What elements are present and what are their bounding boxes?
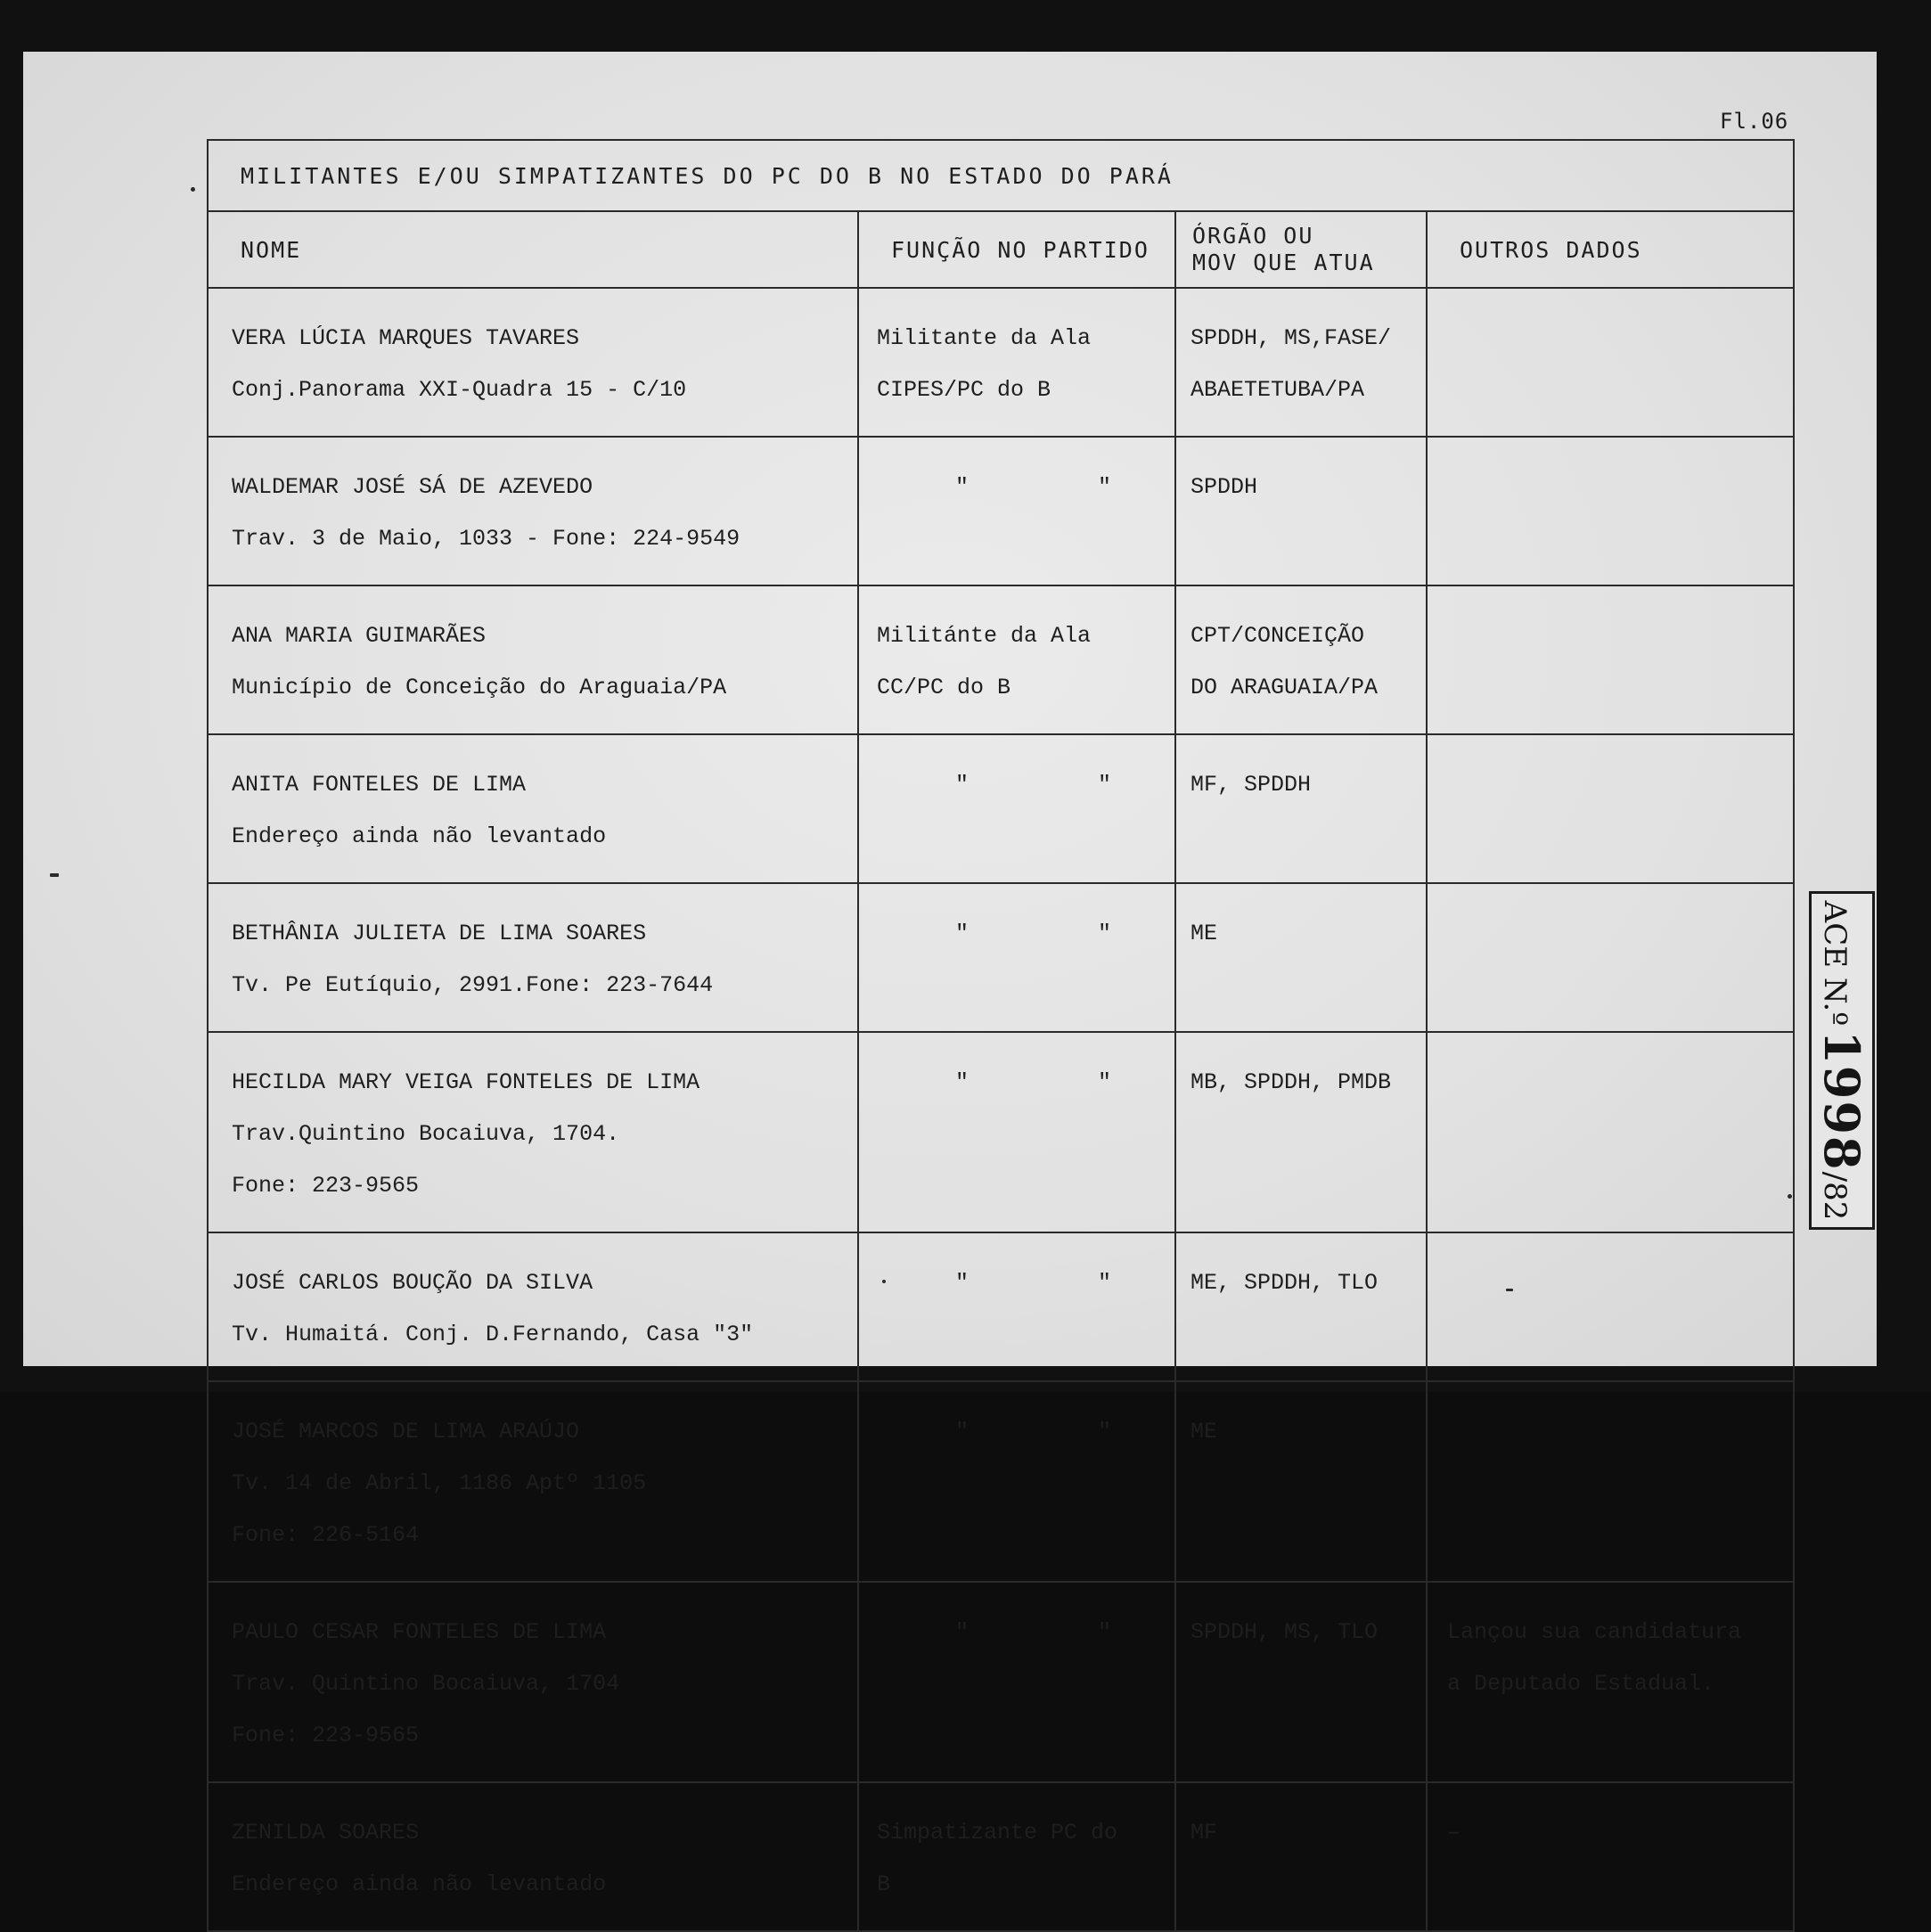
scan-speck bbox=[882, 1280, 886, 1283]
scan-speck bbox=[191, 187, 195, 192]
other-text: – bbox=[1447, 1820, 1461, 1846]
org-cell bbox=[1175, 1782, 1427, 1931]
person-address: Trav.Quintino Bocaiuva, 1704. bbox=[232, 1121, 620, 1147]
org-cell bbox=[1175, 437, 1427, 585]
org-cell bbox=[1175, 288, 1427, 437]
table-row bbox=[208, 1381, 1794, 1582]
function-cell bbox=[858, 585, 1175, 734]
function-text: Simpatizante PC do bbox=[877, 1820, 1118, 1846]
folio-number: Fl.06 bbox=[1720, 109, 1789, 134]
org-cell bbox=[1175, 1032, 1427, 1232]
table-row bbox=[208, 734, 1794, 883]
other-cell bbox=[1427, 1032, 1794, 1232]
other-cell bbox=[1427, 585, 1794, 734]
function-text: CIPES/PC do B bbox=[877, 377, 1051, 403]
person-address: Conj.Panorama XXI-Quadra 15 - C/10 bbox=[232, 377, 687, 403]
ace-number: 1998 bbox=[1813, 1030, 1870, 1172]
header-other: OUTROS DADOS bbox=[1427, 211, 1794, 288]
ditto-mark: " bbox=[1098, 921, 1112, 946]
function-cell bbox=[858, 1381, 1175, 1582]
ace-label: ACE N.º bbox=[1817, 900, 1853, 1027]
org-text: SPDDH, MS, TLO bbox=[1191, 1619, 1379, 1645]
name-cell bbox=[208, 288, 858, 437]
header-org-line1: ÓRGÃO OU bbox=[1192, 223, 1314, 249]
table-row bbox=[208, 883, 1794, 1032]
function-text: Militante da Ala bbox=[877, 325, 1092, 351]
person-address: Endereço ainda não levantado bbox=[232, 1871, 607, 1897]
org-text: ABAETETUBA/PA bbox=[1191, 377, 1365, 403]
org-text: DO ARAGUAIA/PA bbox=[1191, 675, 1379, 700]
function-cell bbox=[858, 883, 1175, 1032]
name-cell bbox=[208, 734, 858, 883]
org-text: ME bbox=[1191, 921, 1218, 946]
person-name: VERA LÚCIA MARQUES TAVARES bbox=[232, 325, 580, 351]
org-text: SPDDH bbox=[1191, 474, 1258, 500]
other-cell bbox=[1427, 734, 1794, 883]
org-cell bbox=[1175, 1232, 1427, 1381]
function-cell bbox=[858, 1582, 1175, 1782]
function-text: Militánte da Ala bbox=[877, 623, 1092, 649]
ditto-mark: " bbox=[1098, 474, 1112, 500]
scan-speck bbox=[50, 873, 59, 877]
ace-year: /82 bbox=[1817, 1171, 1853, 1221]
name-cell bbox=[208, 1032, 858, 1232]
table-row bbox=[208, 1582, 1794, 1782]
other-cell bbox=[1427, 288, 1794, 437]
person-name: PAULO CESAR FONTELES DE LIMA bbox=[232, 1619, 607, 1645]
header-function: FUNÇÃO NO PARTIDO bbox=[858, 211, 1175, 288]
ditto-mark: " bbox=[955, 921, 970, 946]
function-text: CC/PC do B bbox=[877, 675, 1011, 700]
ditto-mark: " bbox=[955, 772, 970, 798]
person-name: ANA MARIA GUIMARÃES bbox=[232, 623, 487, 649]
person-name: JOSÉ MARCOS DE LIMA ARAÚJO bbox=[232, 1419, 580, 1445]
person-name: ANITA FONTELES DE LIMA bbox=[232, 772, 527, 798]
function-cell bbox=[858, 1782, 1175, 1931]
ditto-mark: " bbox=[955, 1419, 970, 1445]
org-text: ME, SPDDH, TLO bbox=[1191, 1270, 1379, 1296]
table-row bbox=[208, 1032, 1794, 1232]
person-name: BETHÂNIA JULIETA DE LIMA SOARES bbox=[232, 921, 647, 946]
org-text: MB, SPDDH, PMDB bbox=[1191, 1069, 1392, 1095]
table-row bbox=[208, 1232, 1794, 1381]
person-name: WALDEMAR JOSÉ SÁ DE AZEVEDO bbox=[232, 474, 593, 500]
ditto-mark: " bbox=[955, 1619, 970, 1645]
other-text: a Deputado Estadual. bbox=[1447, 1671, 1715, 1697]
other-cell bbox=[1427, 437, 1794, 585]
person-phone: Fone: 223-9565 bbox=[232, 1723, 420, 1748]
name-cell bbox=[208, 883, 858, 1032]
militants-table bbox=[207, 139, 1795, 1932]
other-cell bbox=[1427, 1381, 1794, 1582]
org-text: ME bbox=[1191, 1419, 1218, 1445]
ditto-mark: " bbox=[1098, 1419, 1112, 1445]
org-text: SPDDH, MS,FASE/ bbox=[1191, 325, 1392, 351]
ditto-marks bbox=[877, 921, 1167, 946]
person-phone: Fone: 226-5164 bbox=[232, 1522, 420, 1548]
person-address: Trav. Quintino Bocaiuva, 1704 bbox=[232, 1671, 620, 1697]
ditto-marks bbox=[877, 1069, 1167, 1095]
person-name: JOSÉ CARLOS BOUÇÃO DA SILVA bbox=[232, 1270, 593, 1296]
ditto-marks bbox=[877, 1619, 1167, 1645]
ditto-marks bbox=[877, 1270, 1167, 1296]
ace-stamp-text bbox=[1813, 901, 1870, 1221]
person-address: Tv. Pe Eutíquio, 2991.Fone: 223-7644 bbox=[232, 972, 714, 998]
name-cell bbox=[208, 1782, 858, 1931]
other-cell bbox=[1427, 1582, 1794, 1782]
org-text: MF bbox=[1191, 1820, 1218, 1846]
function-cell bbox=[858, 734, 1175, 883]
name-cell bbox=[208, 1381, 858, 1582]
other-cell bbox=[1427, 883, 1794, 1032]
person-address: Tv. 14 de Abril, 1186 Aptº 1105 bbox=[232, 1470, 647, 1496]
function-cell bbox=[858, 288, 1175, 437]
ace-stamp bbox=[1809, 891, 1875, 1230]
ditto-mark: " bbox=[1098, 1270, 1112, 1296]
name-cell bbox=[208, 1232, 858, 1381]
person-name: HECILDA MARY VEIGA FONTELES DE LIMA bbox=[232, 1069, 700, 1095]
table-row bbox=[208, 1782, 1794, 1931]
org-cell bbox=[1175, 883, 1427, 1032]
person-address: Trav. 3 de Maio, 1033 - Fone: 224-9549 bbox=[232, 526, 740, 552]
table-row bbox=[208, 288, 1794, 437]
header-org-line2: MOV QUE ATUA bbox=[1192, 250, 1375, 275]
name-cell bbox=[208, 585, 858, 734]
table-title: MILITANTES E/OU SIMPATIZANTES DO PC DO B NO ESTADO DO PARÁ bbox=[208, 140, 1794, 211]
ditto-mark: " bbox=[1098, 1619, 1112, 1645]
org-cell bbox=[1175, 734, 1427, 883]
person-address: Endereço ainda não levantado bbox=[232, 823, 607, 849]
ditto-mark: " bbox=[1098, 1069, 1112, 1095]
person-name: ZENILDA SOARES bbox=[232, 1820, 420, 1846]
other-cell bbox=[1427, 1232, 1794, 1381]
title-row bbox=[208, 140, 1794, 211]
header-name: NOME bbox=[208, 211, 858, 288]
header-row bbox=[208, 211, 1794, 288]
table-row bbox=[208, 585, 1794, 734]
function-cell bbox=[858, 437, 1175, 585]
scan-speck bbox=[1506, 1289, 1513, 1291]
ditto-marks bbox=[877, 772, 1167, 798]
ditto-mark: " bbox=[1098, 772, 1112, 798]
ditto-mark: " bbox=[955, 1270, 970, 1296]
other-text: Lançou sua candidatura bbox=[1447, 1619, 1742, 1645]
person-address: Tv. Humaitá. Conj. D.Fernando, Casa "3" bbox=[232, 1322, 754, 1347]
scan-speck bbox=[1788, 1194, 1792, 1199]
other-cell bbox=[1427, 1782, 1794, 1931]
name-cell bbox=[208, 1582, 858, 1782]
function-text: B bbox=[877, 1871, 891, 1897]
org-text: CPT/CONCEIÇÃO bbox=[1191, 623, 1365, 649]
header-org bbox=[1175, 211, 1427, 288]
ditto-mark: " bbox=[955, 1069, 970, 1095]
ditto-mark: " bbox=[955, 474, 970, 500]
ditto-marks bbox=[877, 1419, 1167, 1445]
org-cell bbox=[1175, 1582, 1427, 1782]
org-text: MF, SPDDH bbox=[1191, 772, 1312, 798]
person-phone: Fone: 223-9565 bbox=[232, 1173, 420, 1199]
person-address: Município de Conceição do Araguaia/PA bbox=[232, 675, 727, 700]
function-cell bbox=[858, 1032, 1175, 1232]
ditto-marks bbox=[877, 474, 1167, 500]
name-cell bbox=[208, 437, 858, 585]
table-row bbox=[208, 437, 1794, 585]
function-cell bbox=[858, 1232, 1175, 1381]
org-cell bbox=[1175, 1381, 1427, 1582]
org-cell bbox=[1175, 585, 1427, 734]
